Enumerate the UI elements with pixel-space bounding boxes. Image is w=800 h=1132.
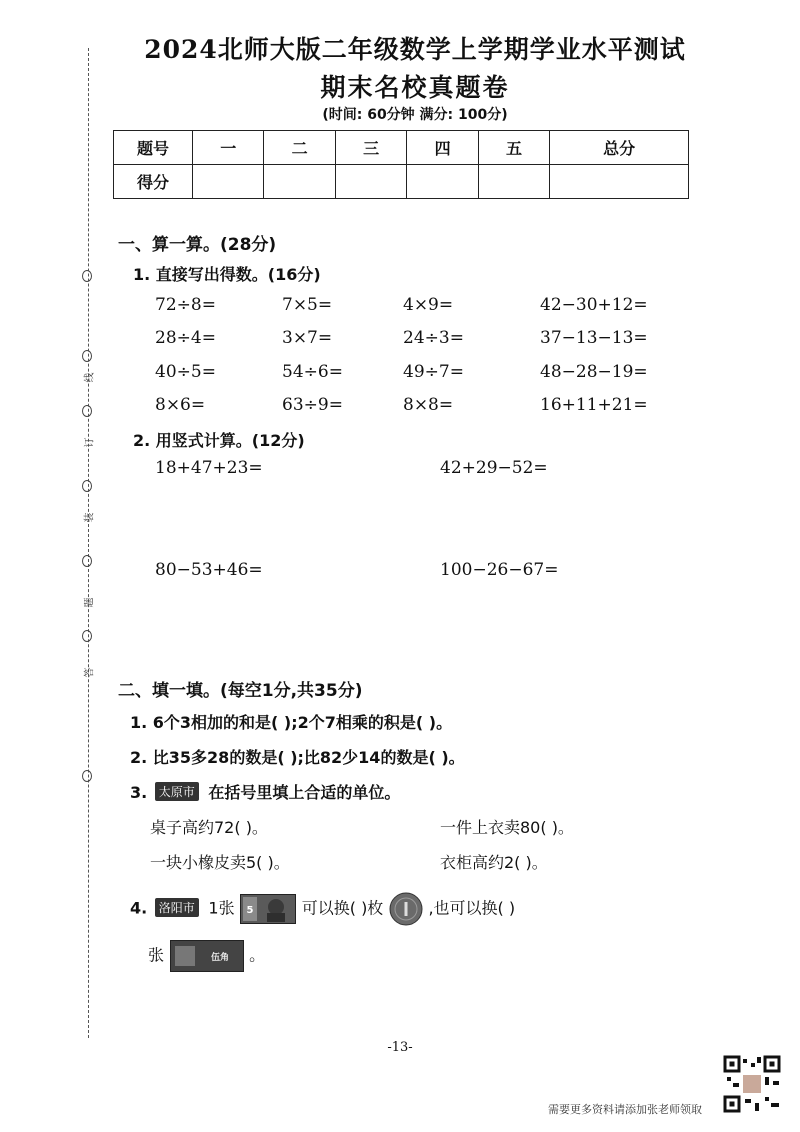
unit-item: 一块小橡皮卖5( )。	[150, 853, 290, 872]
calc-item: 49÷7=	[403, 362, 464, 382]
unit-item: 衣柜高约2( )。	[440, 853, 548, 872]
unit-item: 桌子高约72( )。	[150, 818, 268, 837]
question-1-1-heading: 1. 直接写出得数。(16分)	[133, 265, 321, 284]
fill-question-4	[130, 892, 515, 926]
question-number: 4.	[130, 898, 148, 918]
exam-title: 2024北师大版二年级数学上学期学业水平测试	[144, 35, 686, 64]
calc-item: 72÷8=	[155, 295, 216, 315]
fill-question-4-cont	[148, 940, 265, 972]
calc-item: 8×6=	[155, 395, 206, 415]
footer-note: 需要更多资料请添加张老师领取	[548, 1103, 702, 1116]
score-cell: 总分	[550, 131, 689, 165]
calc-item: 63÷9=	[282, 395, 343, 415]
binding-circle	[82, 555, 92, 567]
qr-code-icon[interactable]	[723, 1055, 781, 1113]
binding-circle	[82, 770, 92, 782]
section-2-heading: 二、填一填。(每空1分,共35分)	[118, 681, 363, 701]
question-text: 1张	[208, 898, 235, 918]
score-cell: 得分	[114, 165, 193, 199]
binding-char: 装	[84, 512, 96, 523]
score-cell: 二	[264, 131, 335, 165]
question-text: 可以换( )枚	[301, 898, 384, 918]
calc-item: 3×7=	[282, 328, 333, 348]
calc-item: 8×8=	[403, 395, 454, 415]
region-tag: 太原市	[155, 782, 199, 801]
note-label: 伍角	[210, 953, 229, 963]
binding-char: 答	[84, 667, 96, 678]
binding-circle	[82, 630, 92, 642]
calc-item: 54÷6=	[282, 362, 343, 382]
note-value: 5	[246, 905, 254, 916]
score-input-cell[interactable]	[407, 165, 478, 199]
binding-char: 线	[84, 372, 96, 383]
score-table-header-row	[114, 131, 689, 165]
calc-item: 42−30+12=	[540, 295, 648, 315]
calc-item: 48−28−19=	[540, 362, 648, 382]
exam-subtitle: 期末名校真题卷	[320, 73, 510, 102]
vertical-calc-item: 18+47+23=	[155, 458, 263, 478]
score-input-cell[interactable]	[193, 165, 264, 199]
question-text: 张	[148, 945, 165, 965]
five-jiao-note-icon	[170, 940, 244, 972]
question-text: 。	[249, 945, 266, 965]
score-cell: 四	[407, 131, 478, 165]
question-text: 在括号里填上合适的单位。	[208, 783, 401, 802]
page-number: -13-	[387, 1040, 413, 1055]
binding-char: 订	[84, 437, 96, 448]
score-input-cell[interactable]	[264, 165, 335, 199]
binding-circle	[82, 270, 92, 282]
vertical-calc-item: 100−26−67=	[440, 560, 559, 580]
score-cell: 题号	[114, 131, 193, 165]
question-text: ,也可以换( )	[428, 898, 516, 918]
fill-question-1: 1. 6个3相加的和是( );2个7相乘的积是( )。	[130, 713, 453, 732]
question-number: 3.	[130, 783, 148, 802]
score-input-cell[interactable]	[335, 165, 406, 199]
binding-circle	[82, 350, 92, 362]
score-cell: 五	[478, 131, 549, 165]
score-table-score-row	[114, 165, 689, 199]
score-cell: 一	[193, 131, 264, 165]
calc-item: 16+11+21=	[540, 395, 648, 415]
fill-question-2: 2. 比35多28的数是( );比82少14的数是( )。	[130, 748, 465, 767]
region-tag: 洛阳市	[155, 898, 199, 917]
binding-marks	[80, 60, 96, 1030]
unit-item: 一件上衣卖80( )。	[440, 818, 574, 837]
score-table	[113, 130, 689, 199]
five-yuan-note-icon	[240, 894, 296, 924]
vertical-calc-item: 42+29−52=	[440, 458, 548, 478]
calc-item: 37−13−13=	[540, 328, 648, 348]
score-cell: 三	[335, 131, 406, 165]
score-input-cell[interactable]	[550, 165, 689, 199]
vertical-calc-item: 80−53+46=	[155, 560, 263, 580]
calc-item: 40÷5=	[155, 362, 216, 382]
binding-char: 题	[84, 597, 96, 608]
binding-circle	[82, 405, 92, 417]
calc-item: 7×5=	[282, 295, 333, 315]
calc-item: 4×9=	[403, 295, 454, 315]
exam-meta: (时间: 60分钟 满分: 100分)	[322, 107, 508, 123]
fill-question-3	[130, 780, 400, 803]
score-input-cell[interactable]	[478, 165, 549, 199]
one-yuan-coin-icon	[389, 892, 423, 926]
calc-item: 28÷4=	[155, 328, 216, 348]
question-1-2-heading: 2. 用竖式计算。(12分)	[133, 431, 305, 450]
calc-item: 24÷3=	[403, 328, 464, 348]
binding-circle	[82, 480, 92, 492]
section-1-heading: 一、算一算。(28分)	[118, 235, 277, 255]
